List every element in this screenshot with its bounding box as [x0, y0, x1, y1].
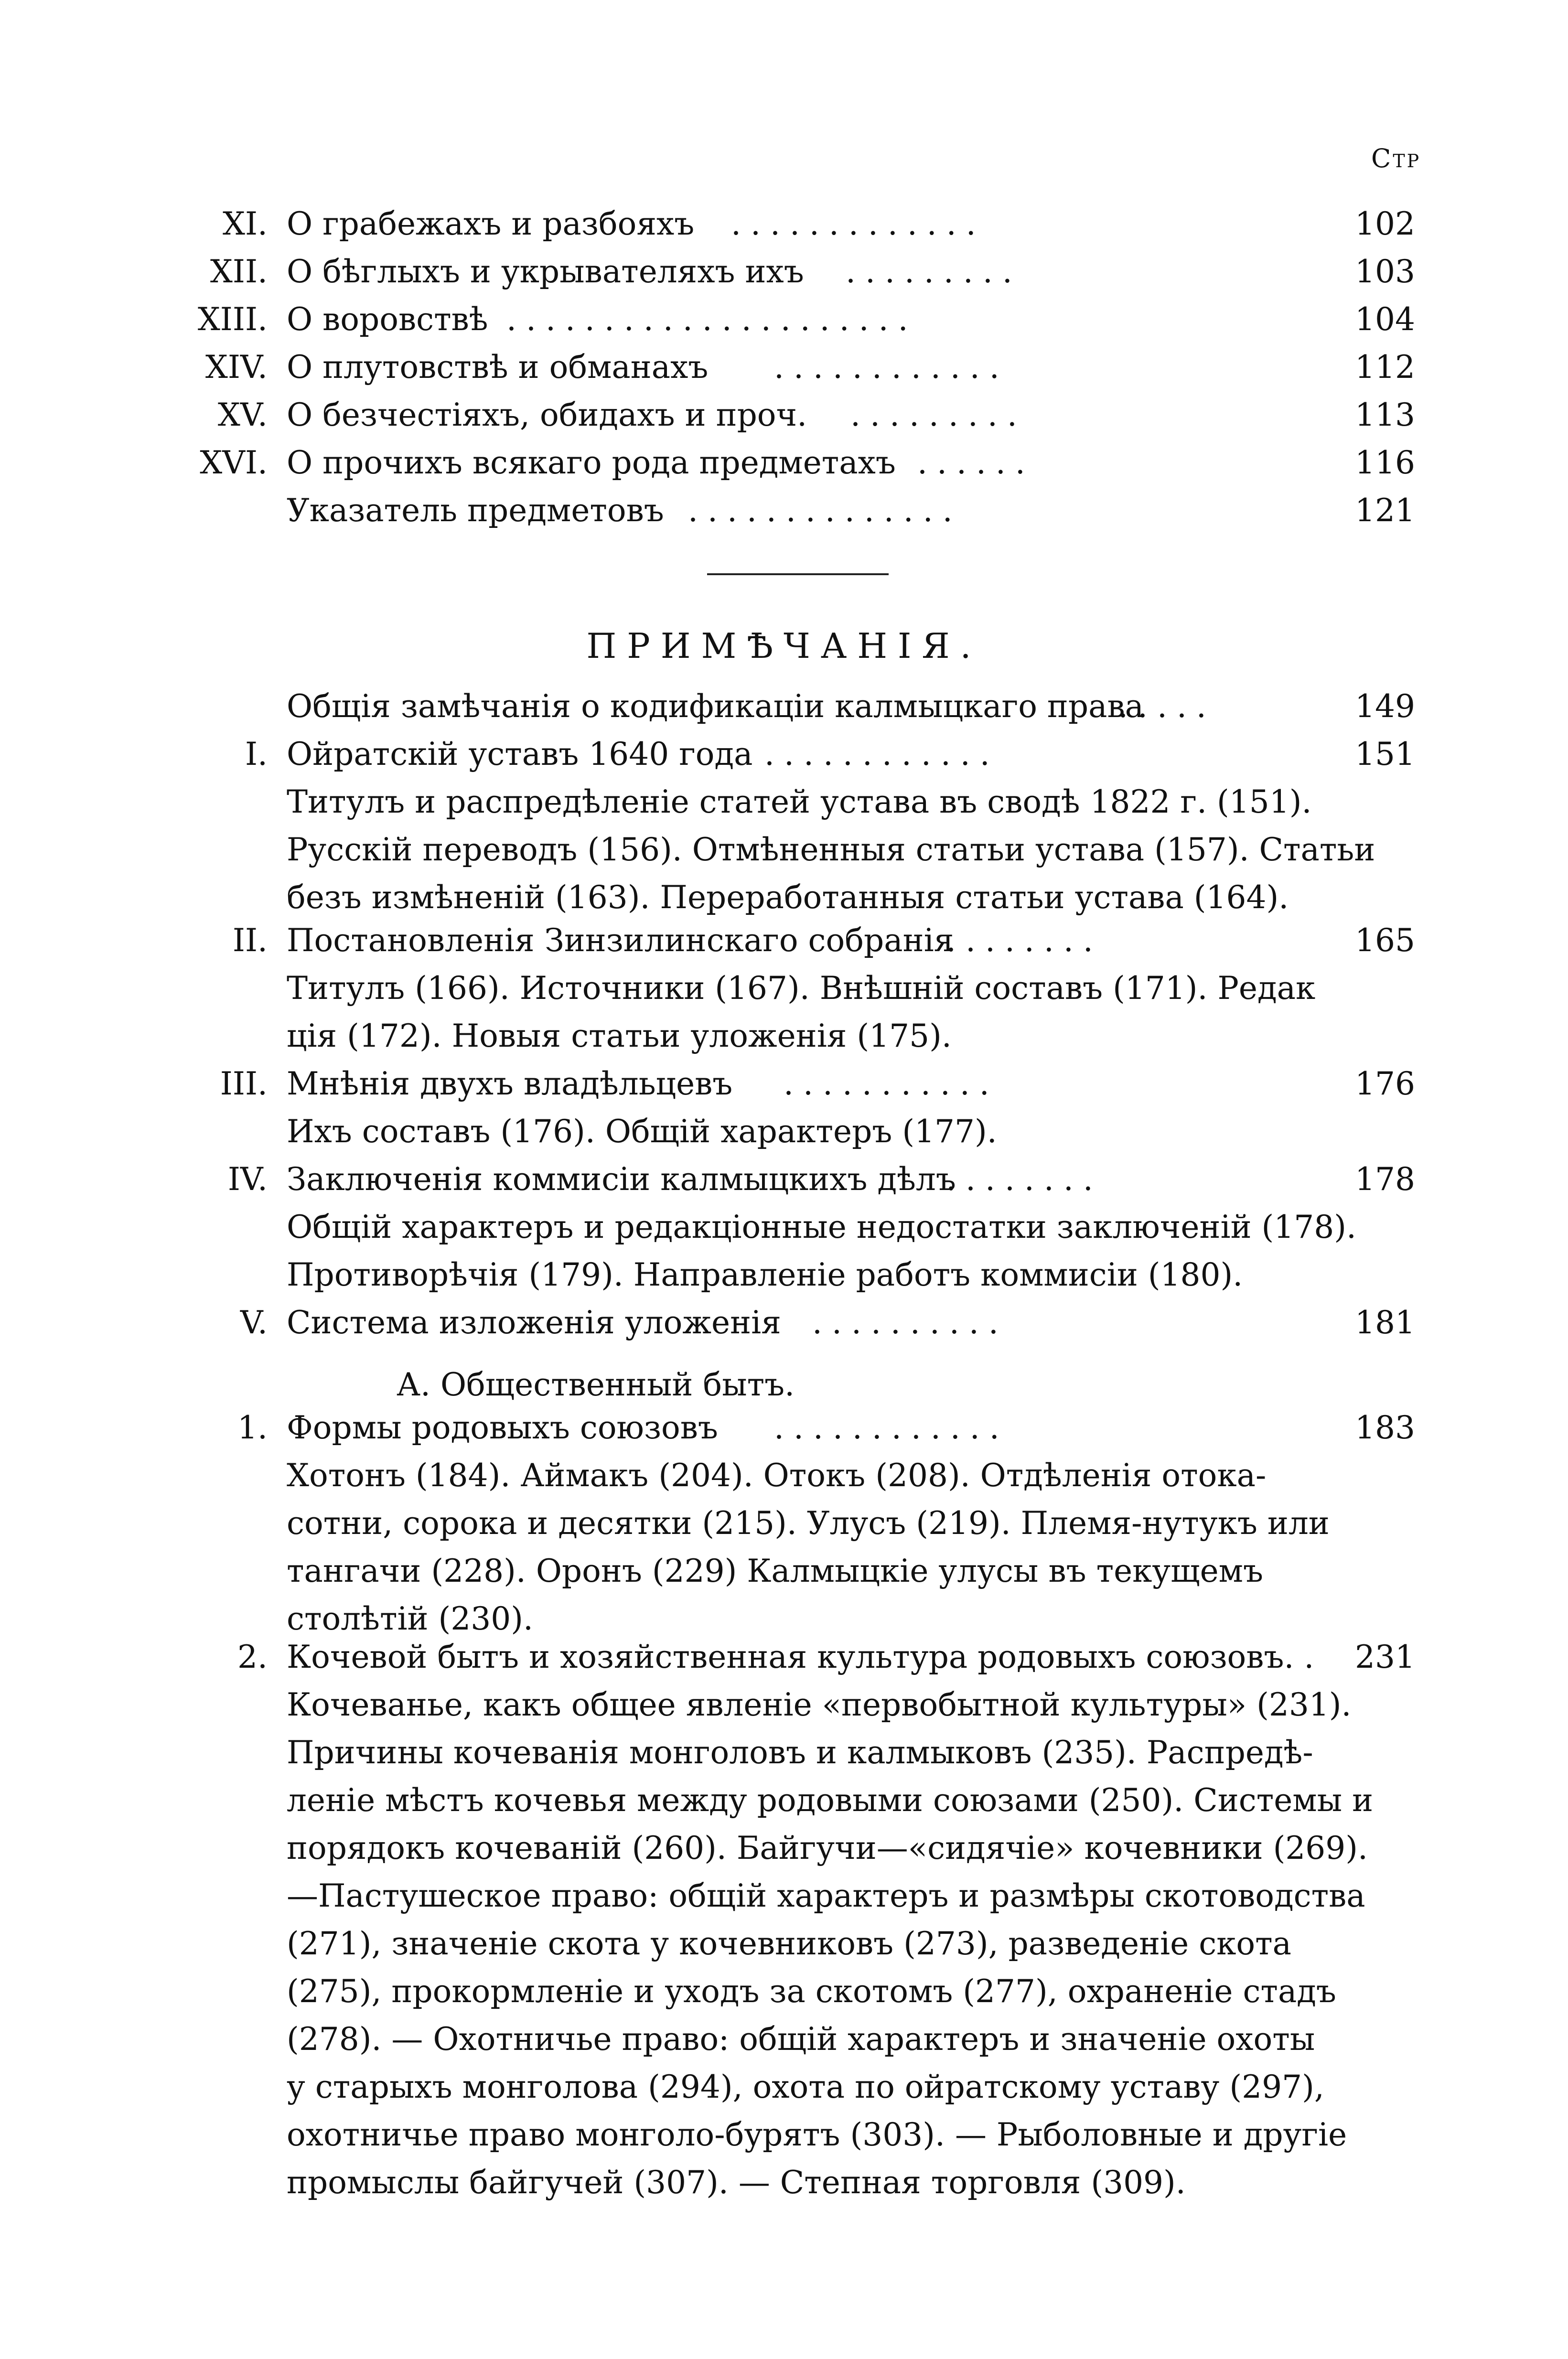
- toc-page: 113: [1355, 397, 1415, 433]
- note-row: [0, 1161, 1568, 1209]
- toc-row: [0, 349, 1568, 397]
- leader-dots: ............: [774, 1409, 1009, 1446]
- item-detail-line: Хотонъ (184). Аймакъ (204). Отокъ (208). Отдѣленія отока-: [287, 1457, 1267, 1494]
- note-row: [0, 922, 1568, 970]
- toc-row: [0, 444, 1568, 492]
- note-page: 149: [1355, 688, 1415, 725]
- leader-dots: ............: [774, 349, 1009, 386]
- toc-page: 104: [1355, 301, 1415, 338]
- section-a-heading: А. Общественный бытъ.: [397, 1366, 795, 1403]
- page-header: Стр: [1371, 143, 1421, 173]
- note-title: Общія замѣчанія о кодификаціи калмыцкаго права: [287, 688, 1144, 725]
- note-num: III.: [220, 1065, 268, 1102]
- note-page: 176: [1355, 1065, 1415, 1102]
- toc-title: О безчестіяхъ, обидахъ и проч.: [287, 397, 807, 433]
- leader-dots: ........: [946, 1161, 1103, 1198]
- note-title: Заключенія коммисіи калмыцкихъ дѣлъ: [287, 1161, 956, 1198]
- item-detail-line: (271), значеніе скота у кочевниковъ (273), разведеніе скота: [287, 1925, 1292, 1962]
- toc-row: [0, 253, 1568, 301]
- item-title: Формы родовыхъ союзовъ: [287, 1409, 718, 1446]
- item-detail-line: порядокъ кочеваній (260). Байгучи—«сидячіе» кочевники (269).: [287, 1830, 1368, 1866]
- item-detail-line: (275), прокормленіе и уходъ за скотомъ (277), охраненіе стадъ: [287, 1973, 1336, 2010]
- note-row: [0, 736, 1568, 783]
- toc-title: О воровствѣ: [287, 301, 488, 338]
- toc-row: [0, 205, 1568, 253]
- item-detail-line: Причины кочеванія монголовъ и калмыковъ (235). Распредѣ-: [287, 1734, 1313, 1771]
- leader-dots: ............: [764, 736, 999, 772]
- note-detail-line: безъ измѣненій (163). Переработанныя статьи устава (164).: [287, 879, 1289, 916]
- toc-row: [0, 301, 1568, 349]
- leader-dots: .........: [850, 397, 1027, 433]
- item-detail-line: —Пастушеское право: общій характеръ и размѣры скотоводства: [287, 1877, 1365, 1914]
- note-detail-line: Ихъ составъ (176). Общій характеръ (177).: [287, 1113, 997, 1150]
- note-page: 181: [1355, 1304, 1415, 1341]
- notes-heading: ПРИМѢЧАНІЯ.: [586, 626, 982, 666]
- note-detail-line: Общій характеръ и редакціонные недостатки заключеній (178).: [287, 1209, 1357, 1245]
- note-page: 165: [1355, 922, 1415, 959]
- item-row: [0, 1409, 1568, 1457]
- note-num: I.: [245, 736, 268, 772]
- item-title: Кочевой бытъ и хозяйственная культура родовыхъ союзовъ. .: [287, 1639, 1314, 1675]
- toc-num: XV.: [217, 397, 268, 433]
- note-num: II.: [232, 922, 268, 959]
- note-detail-line: Противорѣчія (179). Направленіе работъ коммисіи (180).: [287, 1256, 1243, 1293]
- item-detail-line: промыслы байгучей (307). — Степная торговля (309).: [287, 2164, 1186, 2201]
- toc-title: О грабежахъ и разбояхъ: [287, 205, 695, 242]
- note-page: 151: [1355, 736, 1415, 772]
- item-detail-line: охотничье право монголо-бурятъ (303). — Рыболовные и другіе: [287, 2116, 1347, 2153]
- leader-dots: .....................: [506, 301, 918, 338]
- item-detail-line: тангачи (228). Оронъ (229) Калмыцкіе улусы въ текущемъ: [287, 1553, 1263, 1589]
- note-row: [0, 1065, 1568, 1113]
- note-num: IV.: [227, 1161, 268, 1198]
- note-detail-line: Титулъ и распредѣленіе статей устава въ сводѣ 1822 г. (151).: [287, 783, 1312, 820]
- note-detail-line: ція (172). Новыя статьи уложенія (175).: [287, 1018, 952, 1054]
- note-page: 178: [1355, 1161, 1415, 1198]
- leader-dots: ..............: [688, 492, 962, 529]
- leader-dots: ......: [917, 444, 1035, 481]
- toc-title: Указатель предметовъ: [287, 492, 664, 529]
- item-row: [0, 1639, 1568, 1686]
- leader-dots: ..........: [812, 1304, 1008, 1341]
- toc-row: [0, 397, 1568, 444]
- toc-row: [0, 492, 1568, 540]
- note-title: Мнѣнія двухъ владѣльцевъ: [287, 1065, 733, 1102]
- toc-num: XI.: [222, 205, 268, 242]
- leader-dots: .....: [1118, 688, 1216, 725]
- toc-title: О прочихъ всякаго рода предметахъ: [287, 444, 896, 481]
- item-page: 231: [1355, 1639, 1415, 1675]
- note-detail-line: Русскій переводъ (156). Отмѣненныя статьи устава (157). Статьи: [287, 831, 1375, 868]
- toc-page: 121: [1355, 492, 1415, 529]
- toc-title: О плутовствѣ и обманахъ: [287, 349, 709, 386]
- toc-page: 102: [1355, 205, 1415, 242]
- toc-num: XIV.: [205, 349, 268, 386]
- toc-page: 103: [1355, 253, 1415, 290]
- toc-page: 116: [1355, 444, 1415, 481]
- note-row: [0, 688, 1568, 736]
- item-detail-line: Кочеванье, какъ общее явленіе «первобытной культуры» (231).: [287, 1686, 1352, 1723]
- item-page: 183: [1355, 1409, 1415, 1446]
- leader-dots: .........: [846, 253, 1022, 290]
- note-detail-line: Титулъ (166). Источники (167). Внѣшній составъ (171). Редак: [287, 970, 1316, 1007]
- note-title: Ойратскій уставъ 1640 года: [287, 736, 753, 772]
- toc-num: XII.: [210, 253, 268, 290]
- toc-num: XIII.: [197, 301, 268, 338]
- toc-title: О бѣглыхъ и укрывателяхъ ихъ: [287, 253, 804, 290]
- note-num: V.: [240, 1304, 268, 1341]
- leader-dots: ...........: [784, 1065, 999, 1102]
- leader-dots: ........: [946, 922, 1103, 959]
- toc-page: 112: [1355, 349, 1415, 386]
- item-detail-line: столѣтій (230).: [287, 1600, 533, 1637]
- section-divider: [707, 573, 889, 575]
- leader-dots: .............: [731, 205, 986, 242]
- item-detail-line: сотни, сорока и десятки (215). Улусъ (219). Племя-нутукъ или: [287, 1505, 1330, 1542]
- toc-num: XVI.: [200, 444, 268, 481]
- note-title: Постановленія Зинзилинскаго собранія: [287, 922, 954, 959]
- note-row: [0, 1304, 1568, 1352]
- item-detail-line: (278). — Охотничье право: общій характеръ и значеніе охоты: [287, 2021, 1315, 2058]
- item-detail-line: леніе мѣстъ кочевья между родовыми союзами (250). Системы и: [287, 1782, 1374, 1819]
- note-title: Система изложенія уложенія: [287, 1304, 781, 1341]
- item-num: 2.: [237, 1639, 268, 1675]
- item-detail-line: у старыхъ монголова (294), охота по ойратскому уставу (297),: [287, 2069, 1324, 2105]
- item-num: 1.: [237, 1409, 268, 1446]
